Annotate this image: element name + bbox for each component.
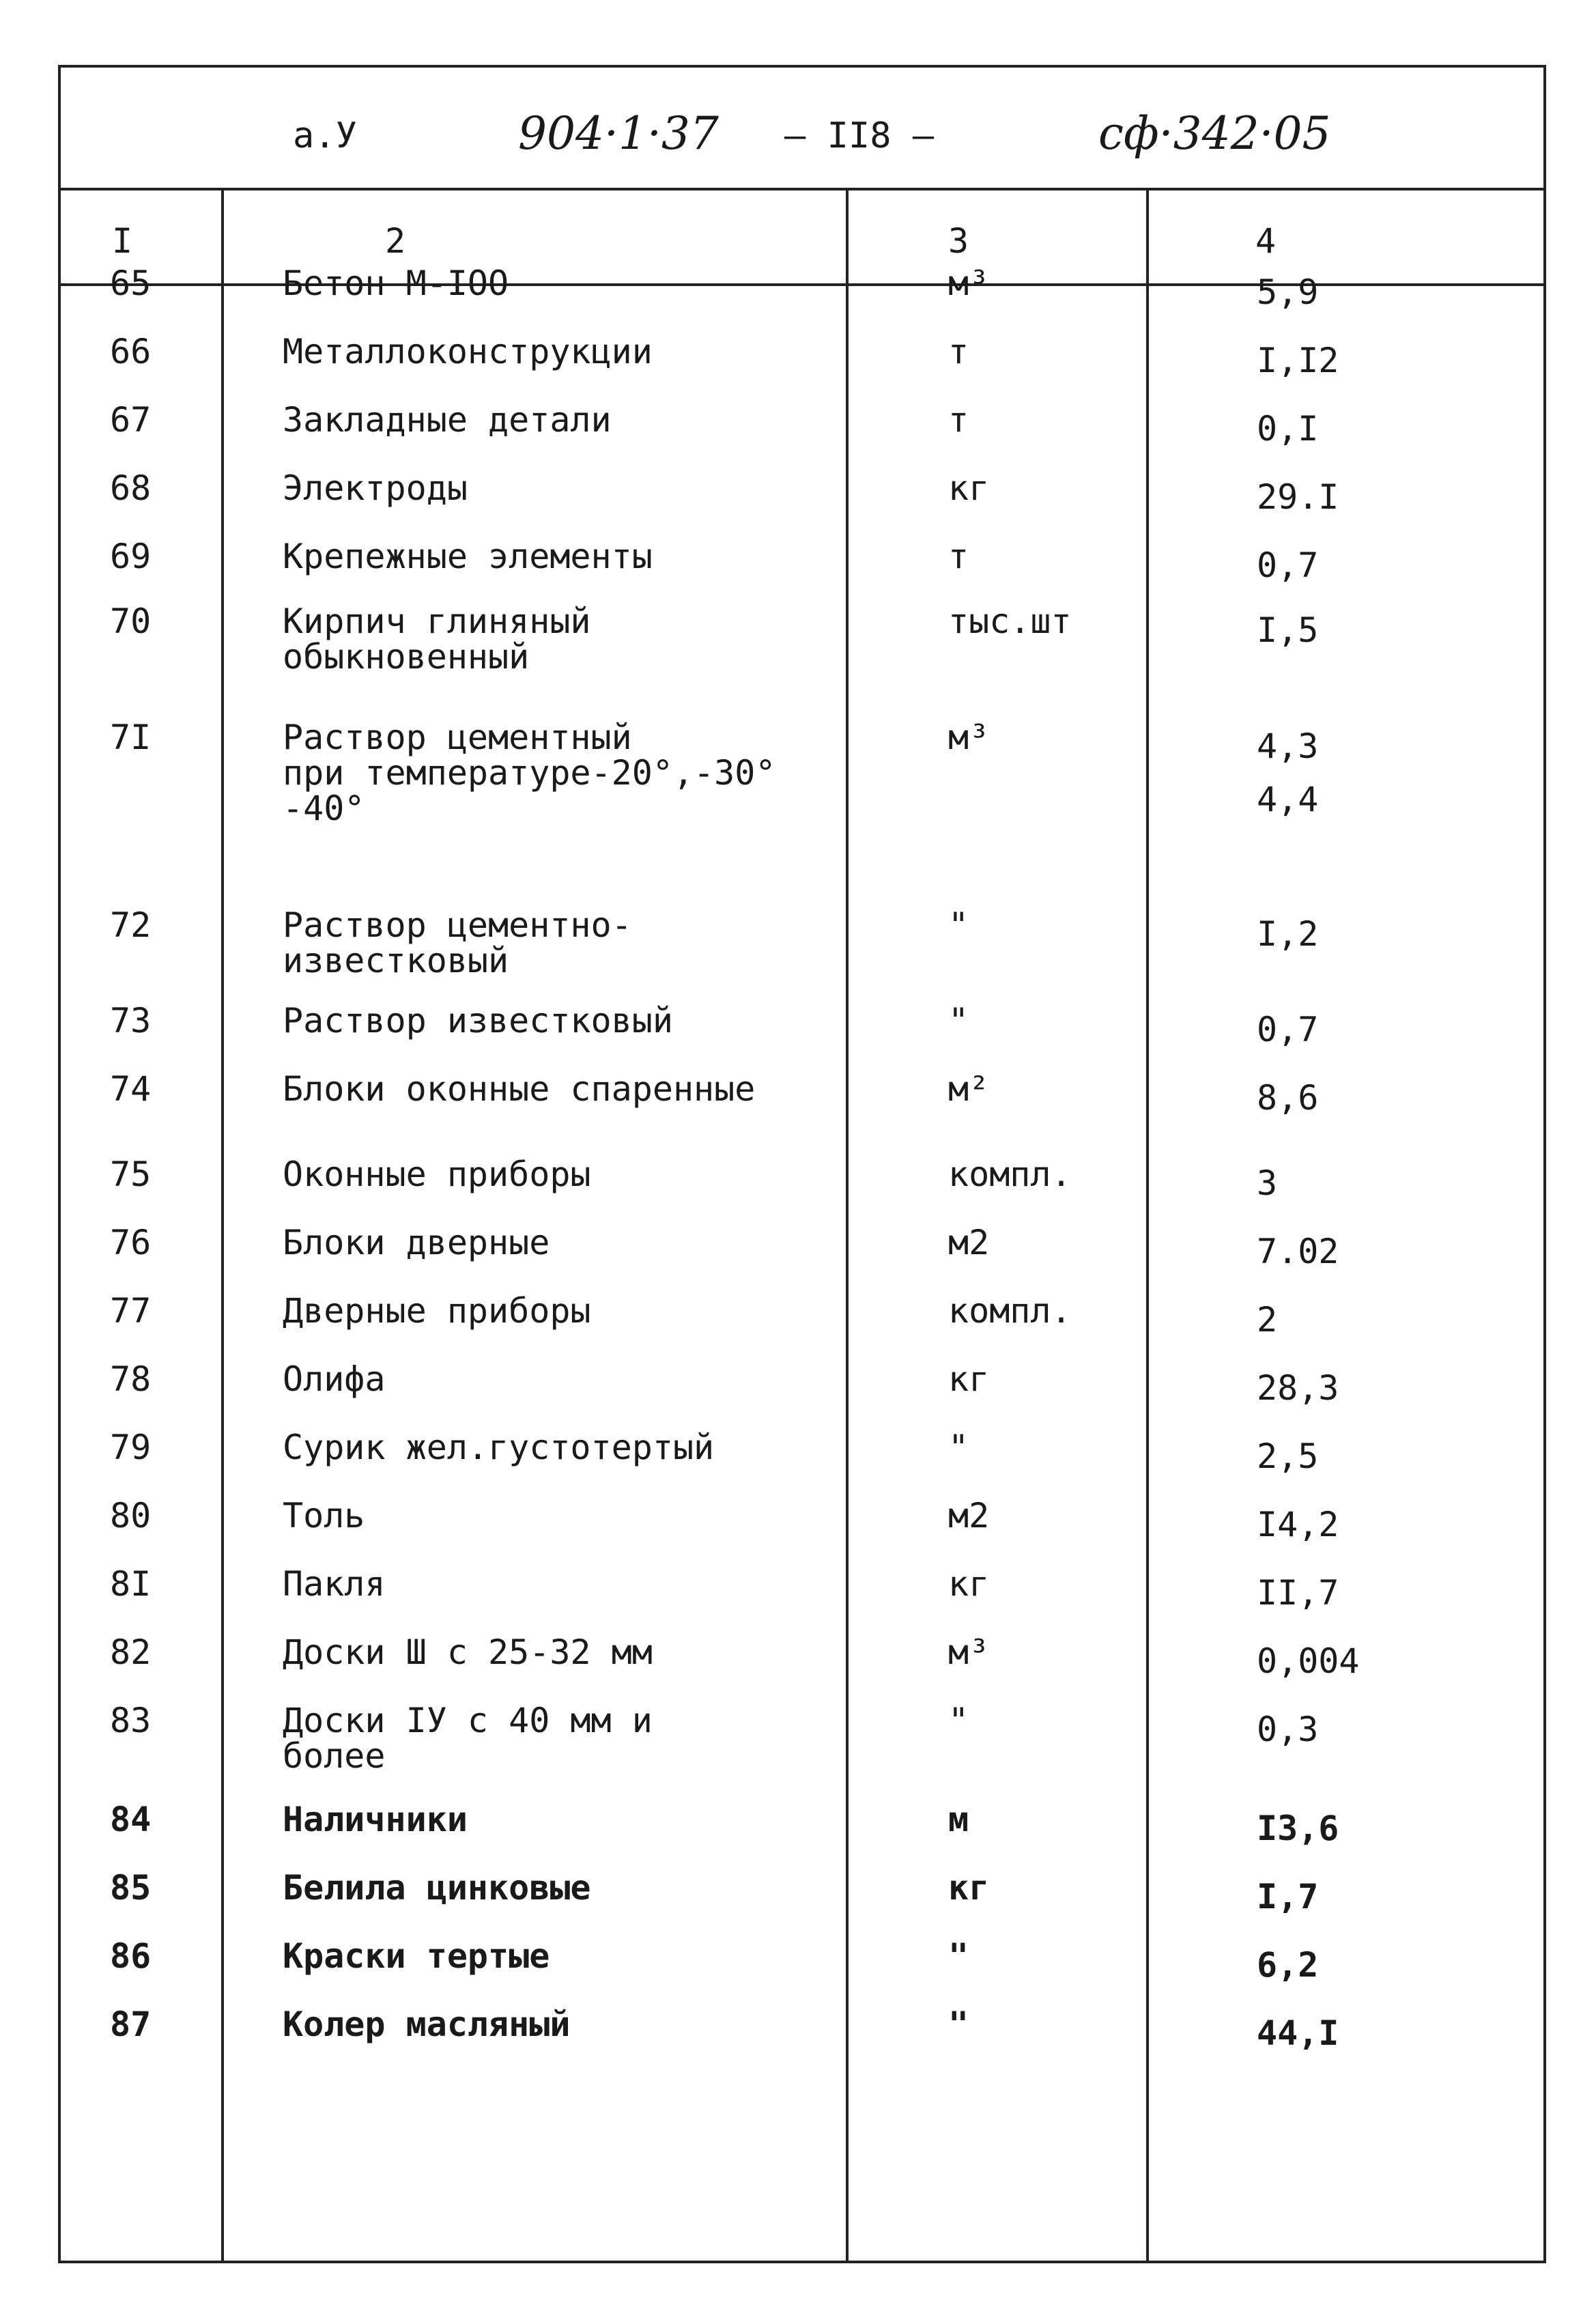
row-number: 70 — [110, 601, 152, 641]
quantity: 7.02 — [1257, 1232, 1339, 1271]
material-name: Крепежные элементы — [283, 537, 653, 576]
material-name: Электроды — [283, 468, 468, 508]
column-header-1: I — [112, 221, 133, 261]
quantity: 0,I — [1257, 409, 1319, 449]
unit: " — [948, 1936, 969, 1976]
unit: кг — [948, 1564, 990, 1604]
row-number: 65 — [110, 264, 152, 303]
quantity: 44,I — [1257, 2013, 1339, 2053]
document-sheet — [58, 65, 1546, 2263]
column-header-4: 4 — [1255, 221, 1277, 261]
unit: м³ — [948, 718, 990, 757]
material-name: Наличники — [283, 1800, 468, 1839]
material-name: Бетон М-IОО — [283, 264, 509, 303]
quantity: I,I2 — [1257, 341, 1339, 380]
unit: тыс.шт — [948, 601, 1072, 641]
material-name: Доски IУ с 40 мм и более — [283, 1701, 653, 1776]
title-block — [61, 68, 1543, 190]
row-number: 80 — [110, 1496, 152, 1535]
quantity: I,2 — [1257, 914, 1319, 954]
material-name: Олифа — [283, 1359, 386, 1399]
page-number: – II8 – — [784, 115, 935, 156]
material-name: Блоки дверные — [283, 1223, 550, 1262]
row-number: 76 — [110, 1223, 152, 1262]
quantity: 2 — [1257, 1300, 1278, 1340]
quantity: I,5 — [1257, 610, 1319, 650]
unit: м2 — [948, 1223, 990, 1262]
unit: м2 — [948, 1496, 990, 1535]
unit: кг — [948, 468, 990, 508]
unit: т — [948, 400, 969, 440]
material-name: Закладные детали — [283, 400, 612, 440]
row-number: 87 — [110, 2005, 152, 2044]
row-number: 72 — [110, 905, 152, 945]
material-name: Раствор цементно- известковый — [283, 905, 632, 980]
material-name: Дверные приборы — [283, 1291, 591, 1331]
row-number: 86 — [110, 1936, 152, 1976]
row-number: 75 — [110, 1155, 152, 1194]
material-name: Кирпич глиняный обыкновенный — [283, 601, 591, 677]
row-number: 83 — [110, 1701, 152, 1740]
quantity: 2,5 — [1257, 1436, 1319, 1476]
quantity: I,7 — [1257, 1877, 1319, 1916]
quantity: 0,004 — [1257, 1641, 1360, 1681]
quantity: I3,6 — [1257, 1809, 1339, 1848]
row-number: 8I — [110, 1564, 152, 1604]
unit: т — [948, 332, 969, 371]
row-number: 73 — [110, 1001, 152, 1041]
quantity: 5,9 — [1257, 272, 1319, 312]
row-number: 67 — [110, 400, 152, 440]
column-header-2: 2 — [385, 221, 406, 261]
unit: " — [948, 2005, 969, 2044]
unit: м³ — [948, 264, 990, 303]
material-name: Толь — [283, 1496, 365, 1535]
album-label: а.У — [293, 115, 357, 156]
quantity: 28,3 — [1257, 1368, 1339, 1408]
unit: " — [948, 1001, 969, 1041]
row-number: 74 — [110, 1069, 152, 1109]
row-number: 69 — [110, 537, 152, 576]
quantity: 4,3 4,4 — [1257, 726, 1319, 819]
row-number: 78 — [110, 1359, 152, 1399]
sheet-code: сф·342·05 — [1098, 107, 1331, 160]
quantity: 0,7 — [1257, 1010, 1319, 1049]
row-number: 68 — [110, 468, 152, 508]
column-header-3: 3 — [948, 221, 969, 261]
quantity: 3 — [1257, 1163, 1278, 1203]
quantity: I4,2 — [1257, 1505, 1339, 1544]
material-name: Сурик жел.густотертый — [283, 1428, 715, 1467]
project-number: 904·1·37 — [518, 107, 719, 160]
material-name: Колер масляный — [283, 2005, 571, 2044]
material-name: Доски Ш с 25-32 мм — [283, 1632, 653, 1672]
material-name: Блоки оконные спаренные — [283, 1069, 756, 1109]
row-number: 79 — [110, 1428, 152, 1467]
unit: м — [948, 1800, 969, 1839]
material-name: Раствор известковый — [283, 1001, 673, 1041]
row-number: 7I — [110, 718, 152, 757]
unit: " — [948, 905, 969, 945]
quantity: 6,2 — [1257, 1945, 1319, 1985]
material-name: Пакля — [283, 1564, 386, 1604]
quantity: II,7 — [1257, 1573, 1339, 1613]
quantity: 0,3 — [1257, 1710, 1319, 1749]
material-name: Раствор цементный при температуре-20°,-30° -40° — [283, 718, 776, 828]
column-divider-1 — [221, 190, 224, 2261]
row-number: 82 — [110, 1632, 152, 1672]
material-name: Металлоконструкции — [283, 332, 653, 371]
quantity: 29.I — [1257, 477, 1339, 517]
unit: м² — [948, 1069, 990, 1109]
unit: компл. — [948, 1155, 1072, 1194]
quantity: 8,6 — [1257, 1078, 1319, 1118]
row-number: 66 — [110, 332, 152, 371]
quantity: 0,7 — [1257, 546, 1319, 585]
row-number: 77 — [110, 1291, 152, 1331]
material-name: Оконные приборы — [283, 1155, 591, 1194]
unit: " — [948, 1428, 969, 1467]
material-name: Белила цинковые — [283, 1868, 591, 1908]
unit: кг — [948, 1359, 990, 1399]
unit: т — [948, 537, 969, 576]
row-number: 85 — [110, 1868, 152, 1908]
material-name: Краски тертые — [283, 1936, 550, 1976]
unit: м³ — [948, 1632, 990, 1672]
unit: " — [948, 1701, 969, 1740]
row-number: 84 — [110, 1800, 152, 1839]
unit: кг — [948, 1868, 990, 1908]
unit: компл. — [948, 1291, 1072, 1331]
